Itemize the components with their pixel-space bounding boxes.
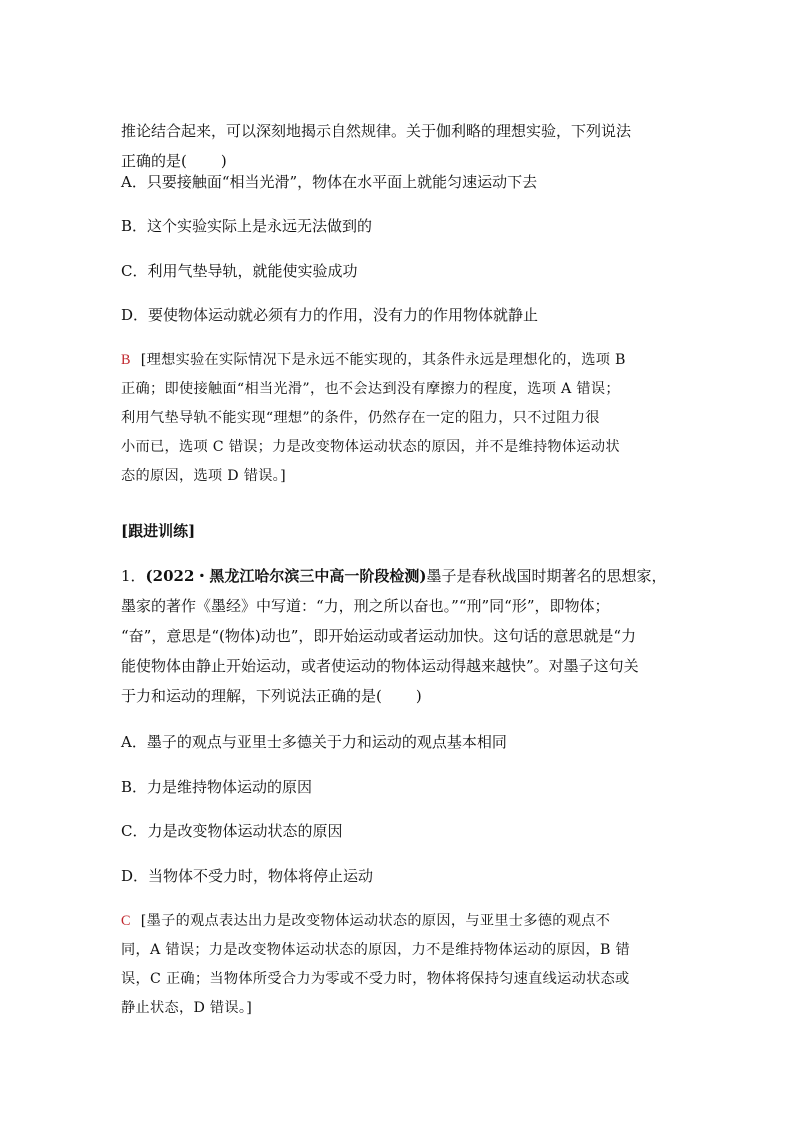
question-stem [121, 561, 681, 711]
explanation-line: 同，A 错误；力是改变物体运动状态的原因，力不是维持物体运动的原因，B 错 [121, 942, 630, 958]
stem-line: 能使物体由静止开始运动，或者使运动的物体运动得越来越快”。对墨子这句关 [121, 657, 639, 675]
stem-line: “奋”，意思是“(物体)动也”，即开始运动或者运动加快。这句话的意思就是“力 [121, 627, 637, 645]
stem-paren: ) [220, 152, 227, 170]
option-b: B．这个实验实际上是永远无法做到的 [121, 217, 373, 235]
answer-explanation [121, 907, 681, 1023]
explanation-line: 静止状态，D 错误。] [121, 1000, 253, 1016]
explanation-line: 小而已，选项 C 错误；力是改变物体运动状态的原因，并不是维持物体运动状 [121, 439, 620, 455]
option-b: B．力是维持物体运动的原因 [121, 778, 313, 796]
answer-explanation [121, 346, 681, 491]
stem-line [121, 561, 681, 591]
explanation-line [121, 907, 681, 936]
option-c: C．利用气垫导轨，就能使实验成功 [121, 262, 358, 280]
stem-text: 正确的是( [121, 152, 187, 170]
stem-line: 墨家的著作《墨经》中写道：“力，刑之所以奋也。”“刑”同“形”，即物体； [121, 597, 610, 615]
stem-text: 墨子是春秋战国时期著名的思想家， [426, 567, 667, 585]
explanation-text: [墨子的观点表达出力是改变物体运动状态的原因，与亚里士多德的观点不 [140, 913, 611, 929]
explanation-line: 利用气垫导轨不能实现“理想”的条件，仍然存在一定的阻力，只不过阻力很 [121, 410, 600, 426]
option-a: A．只要接触面“相当光滑”，物体在水平面上就能匀速运动下去 [121, 173, 538, 191]
section-tag: [跟进训练] [121, 522, 196, 540]
stem-line [121, 681, 681, 711]
answer-letter: B [121, 352, 131, 368]
option-a: A．墨子的观点与亚里士多德关于力和运动的观点基本相同 [121, 733, 507, 751]
explanation-text: [理想实验在实际情况下是永远不能实现的，其条件永远是理想化的，选项 B [140, 352, 626, 368]
stem-text: 于力和运动的理解，下列说法正确的是( [121, 687, 382, 705]
question-source: (2022・黑龙江哈尔滨三中高一阶段检测) [145, 567, 427, 585]
stem-line: 推论结合起来，可以深刻地揭示自然规律。关于伽利略的理想实验，下列说法 [121, 122, 632, 140]
explanation-line: 误，C 正确；当物体所受合力为零或不受力时，物体将保持匀速直线运动状态或 [121, 971, 630, 987]
option-d: D．要使物体运动就必须有力的作用，没有力的作用物体就静止 [121, 306, 539, 324]
option-d: D．当物体不受力时，物体将停止运动 [121, 867, 374, 885]
option-c: C．力是改变物体运动状态的原因 [121, 822, 343, 840]
answer-letter: C [121, 913, 131, 929]
explanation-line: 正确；即使接触面“相当光滑”，也不会达到没有摩擦力的程度，选项 A 错误； [121, 381, 620, 397]
question-number: 1． [121, 567, 146, 585]
explanation-line: 态的原因，选项 D 错误。] [121, 468, 286, 484]
explanation-line [121, 346, 681, 375]
stem-paren: ) [415, 687, 422, 705]
